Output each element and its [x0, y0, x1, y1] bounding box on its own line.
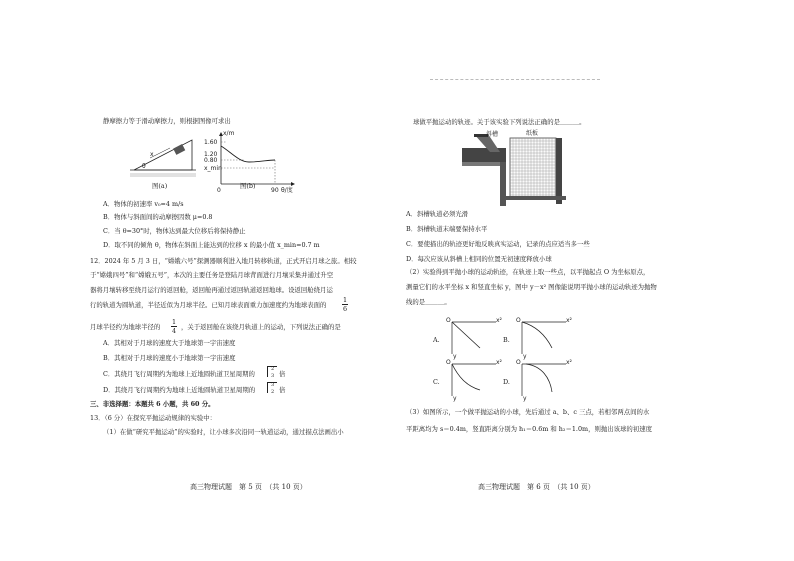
- q13-1-option-c: C．要使描出的轨迹更好地反映真实运动，记录的点应适当多一些: [406, 240, 590, 248]
- graph-option-a-label: A.: [433, 336, 440, 344]
- sqrt-d-num: 3: [271, 382, 275, 388]
- q12-option-d: D．其绕月飞行周期约为地球上近地圆轨道卫星周期的: [103, 386, 256, 394]
- q12-option-b: B．其相对于月球的速度小于地球第一宇宙速度: [103, 354, 236, 362]
- sqrt-c-den: 3: [271, 373, 275, 379]
- svg-text:y: y: [453, 395, 457, 402]
- q13-2-line-1: （2）实验得到平抛小球的运动轨迹，在轨迹上取一些点，以平抛起点 O 为坐标原点，: [406, 268, 650, 276]
- board-post: [556, 138, 562, 204]
- sqrt-c-num: 2: [271, 366, 275, 372]
- times-label-c: 倍: [279, 370, 286, 378]
- slot-label: 斜槽: [486, 131, 499, 138]
- fraction-one-sixth-den: 6: [343, 305, 348, 313]
- figure-a-x-label: x: [150, 151, 154, 158]
- svg-text:x²: x²: [566, 359, 572, 366]
- svg-text:x²: x²: [496, 359, 502, 366]
- q12-line-5: 月球半径约为地球半径的: [90, 323, 161, 331]
- apparatus-diagram: [460, 130, 570, 208]
- graph-option-a: [446, 317, 502, 360]
- graph-option-b: [516, 317, 572, 360]
- q13-2-line-2: 测量它们的水平坐标 x 和竖直坐标 y，图中 y－x² 图像能说明平抛小球的运动轨迹为抛物: [406, 283, 657, 291]
- q12-line-4: 行的轨道为圆轨道，半径近似为月球半径。已知月球表面重力加速度约为地球表面的: [90, 301, 327, 309]
- q12-option-a: A．其相对于月球的速度大于地球第一宇宙速度: [103, 339, 236, 347]
- q13-1-option-b: B．斜槽轨道末端要保持水平: [406, 225, 488, 233]
- left-page-footer: 高三物理试题 第 5 页 （共 10 页）: [190, 483, 307, 491]
- q13-2-line-3: 线的是＿＿＿。: [406, 298, 451, 306]
- q11-option-c: C．当 θ=30°时，物体达到最大位移后将保持静止: [103, 227, 246, 235]
- svg-text:O: O: [516, 359, 521, 366]
- figure-b-tick-0: 0: [217, 187, 221, 194]
- q12-line-6: ，关于返回舱在该绕月轨道上的运动，下列说法正确的是: [181, 323, 341, 331]
- q11-option-a: A．物体的初速率 v₀=4 m/s: [103, 200, 184, 208]
- fraction-one-fourth-den: 4: [172, 327, 177, 335]
- graph-option-d: [516, 359, 572, 402]
- graph-option-b-label: B.: [503, 336, 510, 344]
- times-label-d: 倍: [279, 386, 286, 394]
- right-page-footer: 高三物理试题 第 6 页 （共 10 页）: [478, 483, 595, 491]
- figure-a-caption: 图(a): [152, 182, 168, 190]
- figure-a-theta-label: θ: [142, 163, 146, 170]
- figure-b-tick-120: 1.20: [204, 151, 218, 158]
- svg-text:O: O: [446, 317, 451, 324]
- right-top-line: 球做平抛运动的轨迹。关于该实验下列说法正确的是＿＿＿。: [413, 118, 586, 126]
- q12-line-3: 器将月壤转移至绕月运行的返回舱，返回舱再通过返回轨道返回地球。设返回舱绕月运: [90, 286, 333, 294]
- svg-text:x²: x²: [496, 317, 502, 324]
- q13-1-option-d: D．每次应该从斜槽上相同的位置无初速度释放小球: [406, 255, 552, 263]
- graph-option-c-label: C.: [433, 378, 440, 386]
- scan-artifact: [430, 79, 600, 80]
- q13-1-option-a: A．斜槽轨道必须光滑: [406, 210, 469, 218]
- table-leg: [500, 162, 506, 206]
- section-heading: 三、非选择题：本题共 6 小题，共 60 分。: [90, 400, 215, 408]
- intro-line: 静摩擦力等于滑动摩擦力，则根据图像可求出: [103, 117, 231, 125]
- q12-line-1: 12．2024 年 5 月 3 日，“嫦娥六号”探测器顺利进入地月转移轨道，正式开启月球之旅。相较: [90, 257, 357, 265]
- q12-line-2: 于“嫦娥四号”和“嫦娥五号”，本次的主要任务是登陆月球背面进行月壤采集并通过升空: [90, 271, 334, 279]
- block-icon: [173, 144, 185, 155]
- q12-option-c: C．其绕月飞行周期约为地球上近地圆轨道卫星周期的: [103, 370, 255, 378]
- table-top: [462, 148, 506, 162]
- sqrt-d-den: 2: [271, 389, 275, 395]
- figure-b-caption: 图(b): [240, 182, 256, 190]
- paper-label: 纸板: [526, 130, 539, 137]
- figure-b-tick-080: 0.80: [204, 157, 218, 164]
- q13-3-line-1: （3）如图所示，一个做平抛运动的小球，先后通过 a、b、c 三点，若相邻两点间的水: [406, 408, 650, 416]
- figure-b-x-axis-label: θ/度: [281, 187, 293, 194]
- figure-b-tick-90: 90: [271, 187, 279, 194]
- svg-text:y: y: [523, 353, 527, 360]
- graph-option-c: [446, 359, 502, 402]
- q11-option-b: B．物体与斜面间的动摩擦因数 μ=0.8: [103, 213, 213, 221]
- q11-option-d: D．取不同的倾角 θ，物体在斜面上能达到的位移 x 的最小值 x_min=0.7 m: [103, 241, 320, 249]
- svg-text:y: y: [453, 353, 457, 360]
- svg-text:y: y: [523, 395, 527, 402]
- svg-text:x²: x²: [566, 317, 572, 324]
- svg-text:O: O: [446, 359, 451, 366]
- fraction-one-fourth-num: 1: [172, 318, 177, 326]
- graph-option-d-label: D.: [503, 378, 510, 386]
- figure-b-tick-160: 1.60: [204, 139, 218, 146]
- q13-3-line-2: 平距离均为 s＝0.4m，竖直距离分别为 h₁＝0.6m 和 h₂＝1.0m，则抛出该球的初速度: [406, 425, 652, 433]
- fraction-one-sixth-num: 1: [343, 296, 348, 304]
- figure-b-tick-xmin: x_min: [204, 165, 222, 172]
- q13-line-2: （1）在做“研究平抛运动”的实验时，让小球多次沿同一轨道运动，通过描点法画出小: [103, 428, 344, 436]
- svg-text:O: O: [516, 317, 521, 324]
- figure-b-y-axis-label: x/m: [223, 130, 235, 137]
- q13-line-1: 13．（6 分）在探究平抛运动规律的实验中：: [90, 414, 217, 422]
